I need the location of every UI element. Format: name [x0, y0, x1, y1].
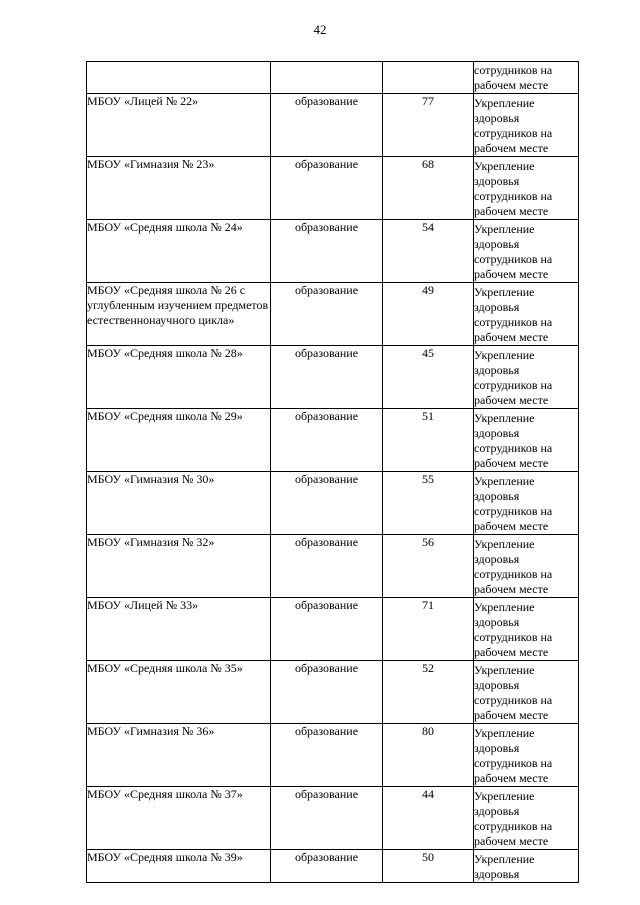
organization-name: [87, 62, 271, 94]
table-row: [87, 94, 579, 157]
table-row: [87, 724, 579, 787]
employee-count: 71: [383, 598, 474, 661]
sector: образование: [271, 283, 383, 346]
sector: образование: [271, 346, 383, 409]
employee-count: 49: [383, 283, 474, 346]
employee-count: 50: [383, 850, 474, 883]
table-row: [87, 157, 579, 220]
employee-count: 45: [383, 346, 474, 409]
table-row: [87, 850, 579, 883]
sector: образование: [271, 94, 383, 157]
table-row: [87, 283, 579, 346]
employee-count: 77: [383, 94, 474, 157]
measure: Укрепление здоровья сотрудников на рабочем месте: [474, 535, 579, 598]
measure: Укрепление здоровья сотрудников на рабочем месте: [474, 220, 579, 283]
sector: образование: [271, 409, 383, 472]
organization-name: МБОУ «Средняя школа № 24»: [87, 220, 271, 283]
organization-name: МБОУ «Средняя школа № 29»: [87, 409, 271, 472]
organization-name: МБОУ «Гимназия № 36»: [87, 724, 271, 787]
table-row: [87, 409, 579, 472]
sector: образование: [271, 598, 383, 661]
measure: Укрепление здоровья сотрудников на рабочем месте: [474, 598, 579, 661]
measure: Укрепление здоровья сотрудников на рабочем месте: [474, 157, 579, 220]
organization-name: МБОУ «Средняя школа № 39»: [87, 850, 271, 883]
organization-name: МБОУ «Лицей № 22»: [87, 94, 271, 157]
organization-name: МБОУ «Гимназия № 32»: [87, 535, 271, 598]
sector: образование: [271, 661, 383, 724]
employee-count: 80: [383, 724, 474, 787]
table-row: [87, 472, 579, 535]
employee-count: 51: [383, 409, 474, 472]
table-row: [87, 598, 579, 661]
table-row: [87, 346, 579, 409]
table-row: [87, 535, 579, 598]
measure: сотрудников на рабочем месте: [474, 62, 579, 94]
sector: образование: [271, 787, 383, 850]
sector: образование: [271, 535, 383, 598]
organization-name: МБОУ «Гимназия № 23»: [87, 157, 271, 220]
organization-name: МБОУ «Средняя школа № 28»: [87, 346, 271, 409]
organization-name: МБОУ «Гимназия № 30»: [87, 472, 271, 535]
organization-name: МБОУ «Средняя школа № 26 с углубленным изучением предметов естественнонаучного цикла»: [87, 283, 271, 346]
organization-name: МБОУ «Средняя школа № 35»: [87, 661, 271, 724]
table-row-continued: [87, 62, 579, 94]
measure: Укрепление здоровья: [474, 850, 579, 883]
employee-count: 44: [383, 787, 474, 850]
sector: образование: [271, 220, 383, 283]
sector: образование: [271, 850, 383, 883]
measure: Укрепление здоровья сотрудников на рабочем месте: [474, 724, 579, 787]
employee-count: 55: [383, 472, 474, 535]
sector: образование: [271, 472, 383, 535]
employee-count: 54: [383, 220, 474, 283]
measure: Укрепление здоровья сотрудников на рабочем месте: [474, 787, 579, 850]
employee-count: 56: [383, 535, 474, 598]
measure: Укрепление здоровья сотрудников на рабочем месте: [474, 346, 579, 409]
organization-name: МБОУ «Средняя школа № 37»: [87, 787, 271, 850]
organizations-table: [86, 61, 579, 883]
sector: образование: [271, 157, 383, 220]
sector: [271, 62, 383, 94]
employee-count: 68: [383, 157, 474, 220]
table-row: [87, 220, 579, 283]
table-row: [87, 787, 579, 850]
measure: Укрепление здоровья сотрудников на рабочем месте: [474, 661, 579, 724]
page-number: 42: [313, 22, 327, 37]
measure: Укрепление здоровья сотрудников на рабочем месте: [474, 283, 579, 346]
organization-name: МБОУ «Лицей № 33»: [87, 598, 271, 661]
measure: Укрепление здоровья сотрудников на рабочем месте: [474, 94, 579, 157]
employee-count: 52: [383, 661, 474, 724]
measure: Укрепление здоровья сотрудников на рабочем месте: [474, 472, 579, 535]
sector: образование: [271, 724, 383, 787]
table-row: [87, 661, 579, 724]
employee-count: [383, 62, 474, 94]
measure: Укрепление здоровья сотрудников на рабочем месте: [474, 409, 579, 472]
